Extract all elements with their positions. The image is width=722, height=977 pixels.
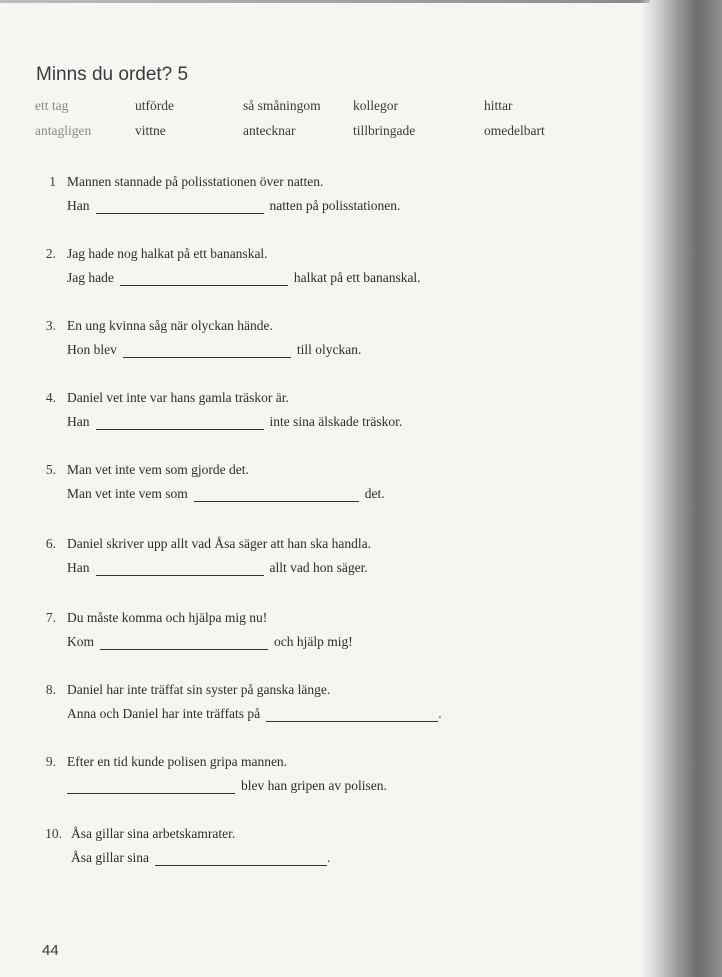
exercise-number: 6. [45,536,56,551]
word-bank-item: tillbringade [353,123,416,138]
answer-prefix: Han [67,560,90,575]
answer-blank[interactable] [96,563,264,576]
page-number: 44 [42,942,59,959]
answer-prefix: Åsa gillar sina [71,850,149,865]
answer-blank[interactable] [194,489,359,502]
book-spine-shadow [640,0,722,977]
word-bank-item: kollegor [353,98,398,113]
answer-blank[interactable] [100,637,268,650]
answer-prefix: Kom [67,634,94,649]
exercise-sentence: Jag hade nog halkat på ett bananskal. [67,246,268,261]
word-bank-item: ett tag [35,98,69,113]
exercise-number: 10. [45,826,62,841]
exercise-number: 3. [45,318,56,333]
exercise-number: 2. [45,246,56,261]
exercise-sentence: Daniel har inte träffat sin syster på ganska länge. [67,682,331,697]
exercise-number: 5. [45,462,56,477]
answer-suffix: . [438,706,442,721]
word-bank-item: så småningom [243,98,321,113]
exercise-sentence: Man vet inte vem som gjorde det. [67,462,249,477]
answer-prefix: Hon blev [67,342,117,357]
answer-suffix: blev han gripen av polisen. [241,778,387,793]
word-bank-item: utförde [135,98,174,113]
exercise-number: 7. [45,610,56,625]
word-bank-item: antecknar [243,123,296,138]
answer-blank[interactable] [155,853,327,866]
exercise-title: Minns du ordet? 5 [36,64,189,85]
exercise-answer-line [67,414,402,430]
answer-suffix: inte sina älskade träskor. [269,414,403,429]
exercise-sentence: Åsa gillar sina arbetskamrater. [71,826,236,841]
top-rule [0,0,650,3]
word-bank-item: antagligen [35,123,92,138]
answer-blank[interactable] [120,273,288,286]
exercise-sentence: En ung kvinna såg när olyckan hände. [67,318,273,333]
answer-suffix: det. [364,486,385,501]
exercise-number: 1 [49,174,56,189]
answer-blank[interactable] [96,201,264,214]
answer-blank[interactable] [67,781,235,794]
exercise-answer-line [71,850,330,866]
exercise-answer-line [67,342,361,358]
answer-suffix: halkat på ett bananskal. [293,270,421,285]
exercise-answer-line [67,270,421,286]
answer-suffix: . [326,850,331,865]
answer-suffix: och hjälp mig! [274,634,353,649]
exercise-answer-line [67,486,385,502]
exercise-answer-line [67,560,368,576]
answer-blank[interactable] [266,709,438,722]
exercise-answer-line [67,634,353,650]
answer-suffix: natten på polisstationen. [269,198,401,213]
exercise-sentence: Mannen stannade på polisstationen över natten. [67,174,324,189]
exercise-number: 9. [45,754,56,769]
answer-blank[interactable] [96,417,264,430]
answer-prefix: Han [67,198,90,213]
exercise-sentence: Daniel vet inte var hans gamla träskor är. [67,390,289,405]
answer-prefix: Han [67,414,90,429]
word-bank-item: vittne [135,123,166,138]
exercise-sentence: Du måste komma och hjälpa mig nu! [67,610,268,625]
answer-prefix: Man vet inte vem som [67,486,188,501]
answer-prefix: Anna och Daniel har inte träffats på [67,706,261,721]
exercise-number: 4. [45,390,56,405]
answer-prefix: Jag hade [67,270,114,285]
exercise-answer-line [67,706,442,722]
exercise-answer-line [67,778,387,794]
answer-suffix: allt vad hon säger. [269,560,368,575]
word-bank-item: omedelbart [484,123,545,138]
exercise-number: 8. [45,682,56,697]
answer-blank[interactable] [123,345,291,358]
answer-suffix: till olyckan. [296,342,362,357]
exercise-answer-line [67,198,400,214]
word-bank-item: hittar [484,98,513,113]
exercise-sentence: Daniel skriver upp allt vad Åsa säger att han ska handla. [67,536,372,551]
exercise-sentence: Efter en tid kunde polisen gripa mannen. [67,754,288,769]
